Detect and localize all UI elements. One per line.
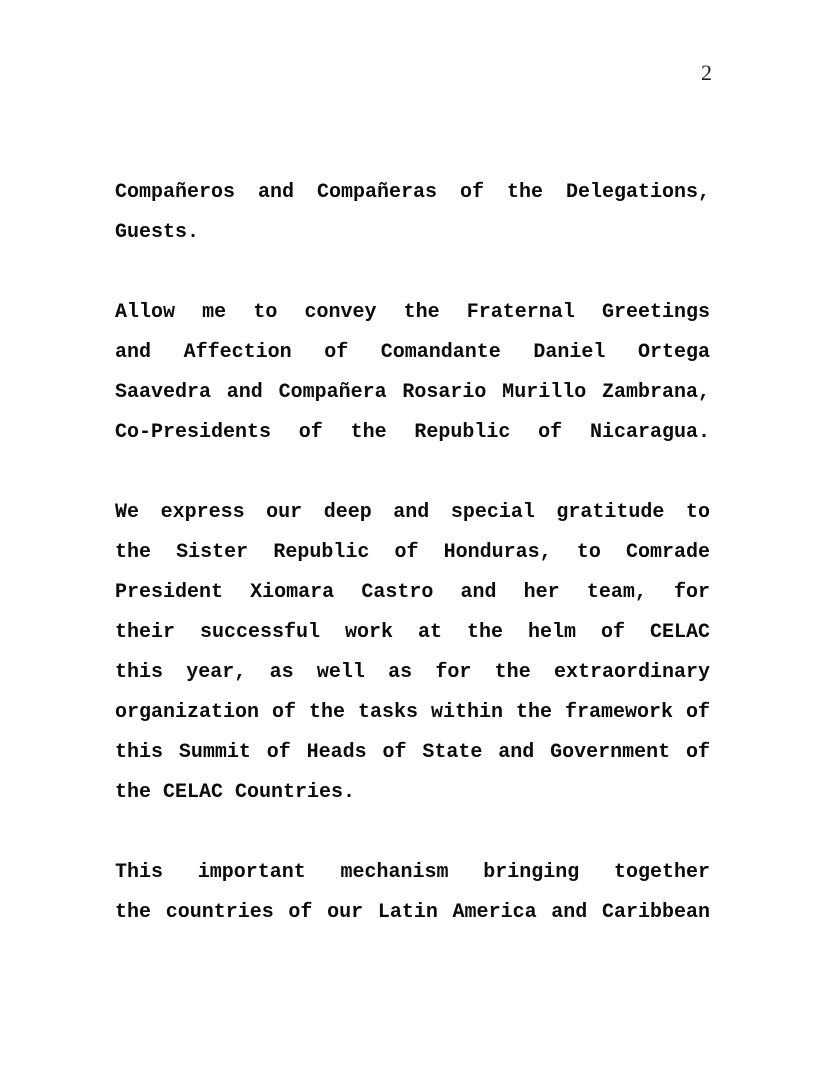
paragraph-salutation bbox=[115, 173, 710, 253]
text-line: the CELAC Countries. bbox=[115, 781, 356, 804]
paragraph-mechanism bbox=[115, 853, 710, 933]
text-line: the countries of our Latin America and Caribbean bbox=[115, 901, 710, 924]
text-line: their successful work at the helm of CELAC bbox=[115, 621, 710, 644]
paragraph-gratitude bbox=[115, 493, 710, 813]
text-line: President Xiomara Castro and her team, for bbox=[115, 581, 710, 604]
text-line: Saavedra and Compañera Rosario Murillo Zambrana, bbox=[115, 381, 710, 404]
text-line: organization of the tasks within the framework of bbox=[115, 701, 710, 724]
text-line: this year, as well as for the extraordinary bbox=[115, 661, 710, 684]
text-line: Allow me to convey the Fraternal Greetings bbox=[115, 301, 710, 324]
text-line: Co-Presidents of the Republic of Nicaragua. bbox=[115, 421, 710, 444]
text-line: this Summit of Heads of State and Government of bbox=[115, 741, 710, 764]
text-line: We express our deep and special gratitude to bbox=[115, 501, 710, 524]
text-line: the Sister Republic of Honduras, to Comrade bbox=[115, 541, 710, 564]
document-body bbox=[115, 173, 710, 973]
text-line: and Affection of Comandante Daniel Ortega bbox=[115, 341, 710, 364]
page-number: 2 bbox=[701, 60, 712, 85]
text-line: Compañeros and Compañeras of the Delegations, bbox=[115, 181, 710, 204]
text-line: Guests. bbox=[115, 221, 200, 244]
paragraph-greetings bbox=[115, 293, 710, 453]
text-line: This important mechanism bringing together bbox=[115, 861, 710, 884]
